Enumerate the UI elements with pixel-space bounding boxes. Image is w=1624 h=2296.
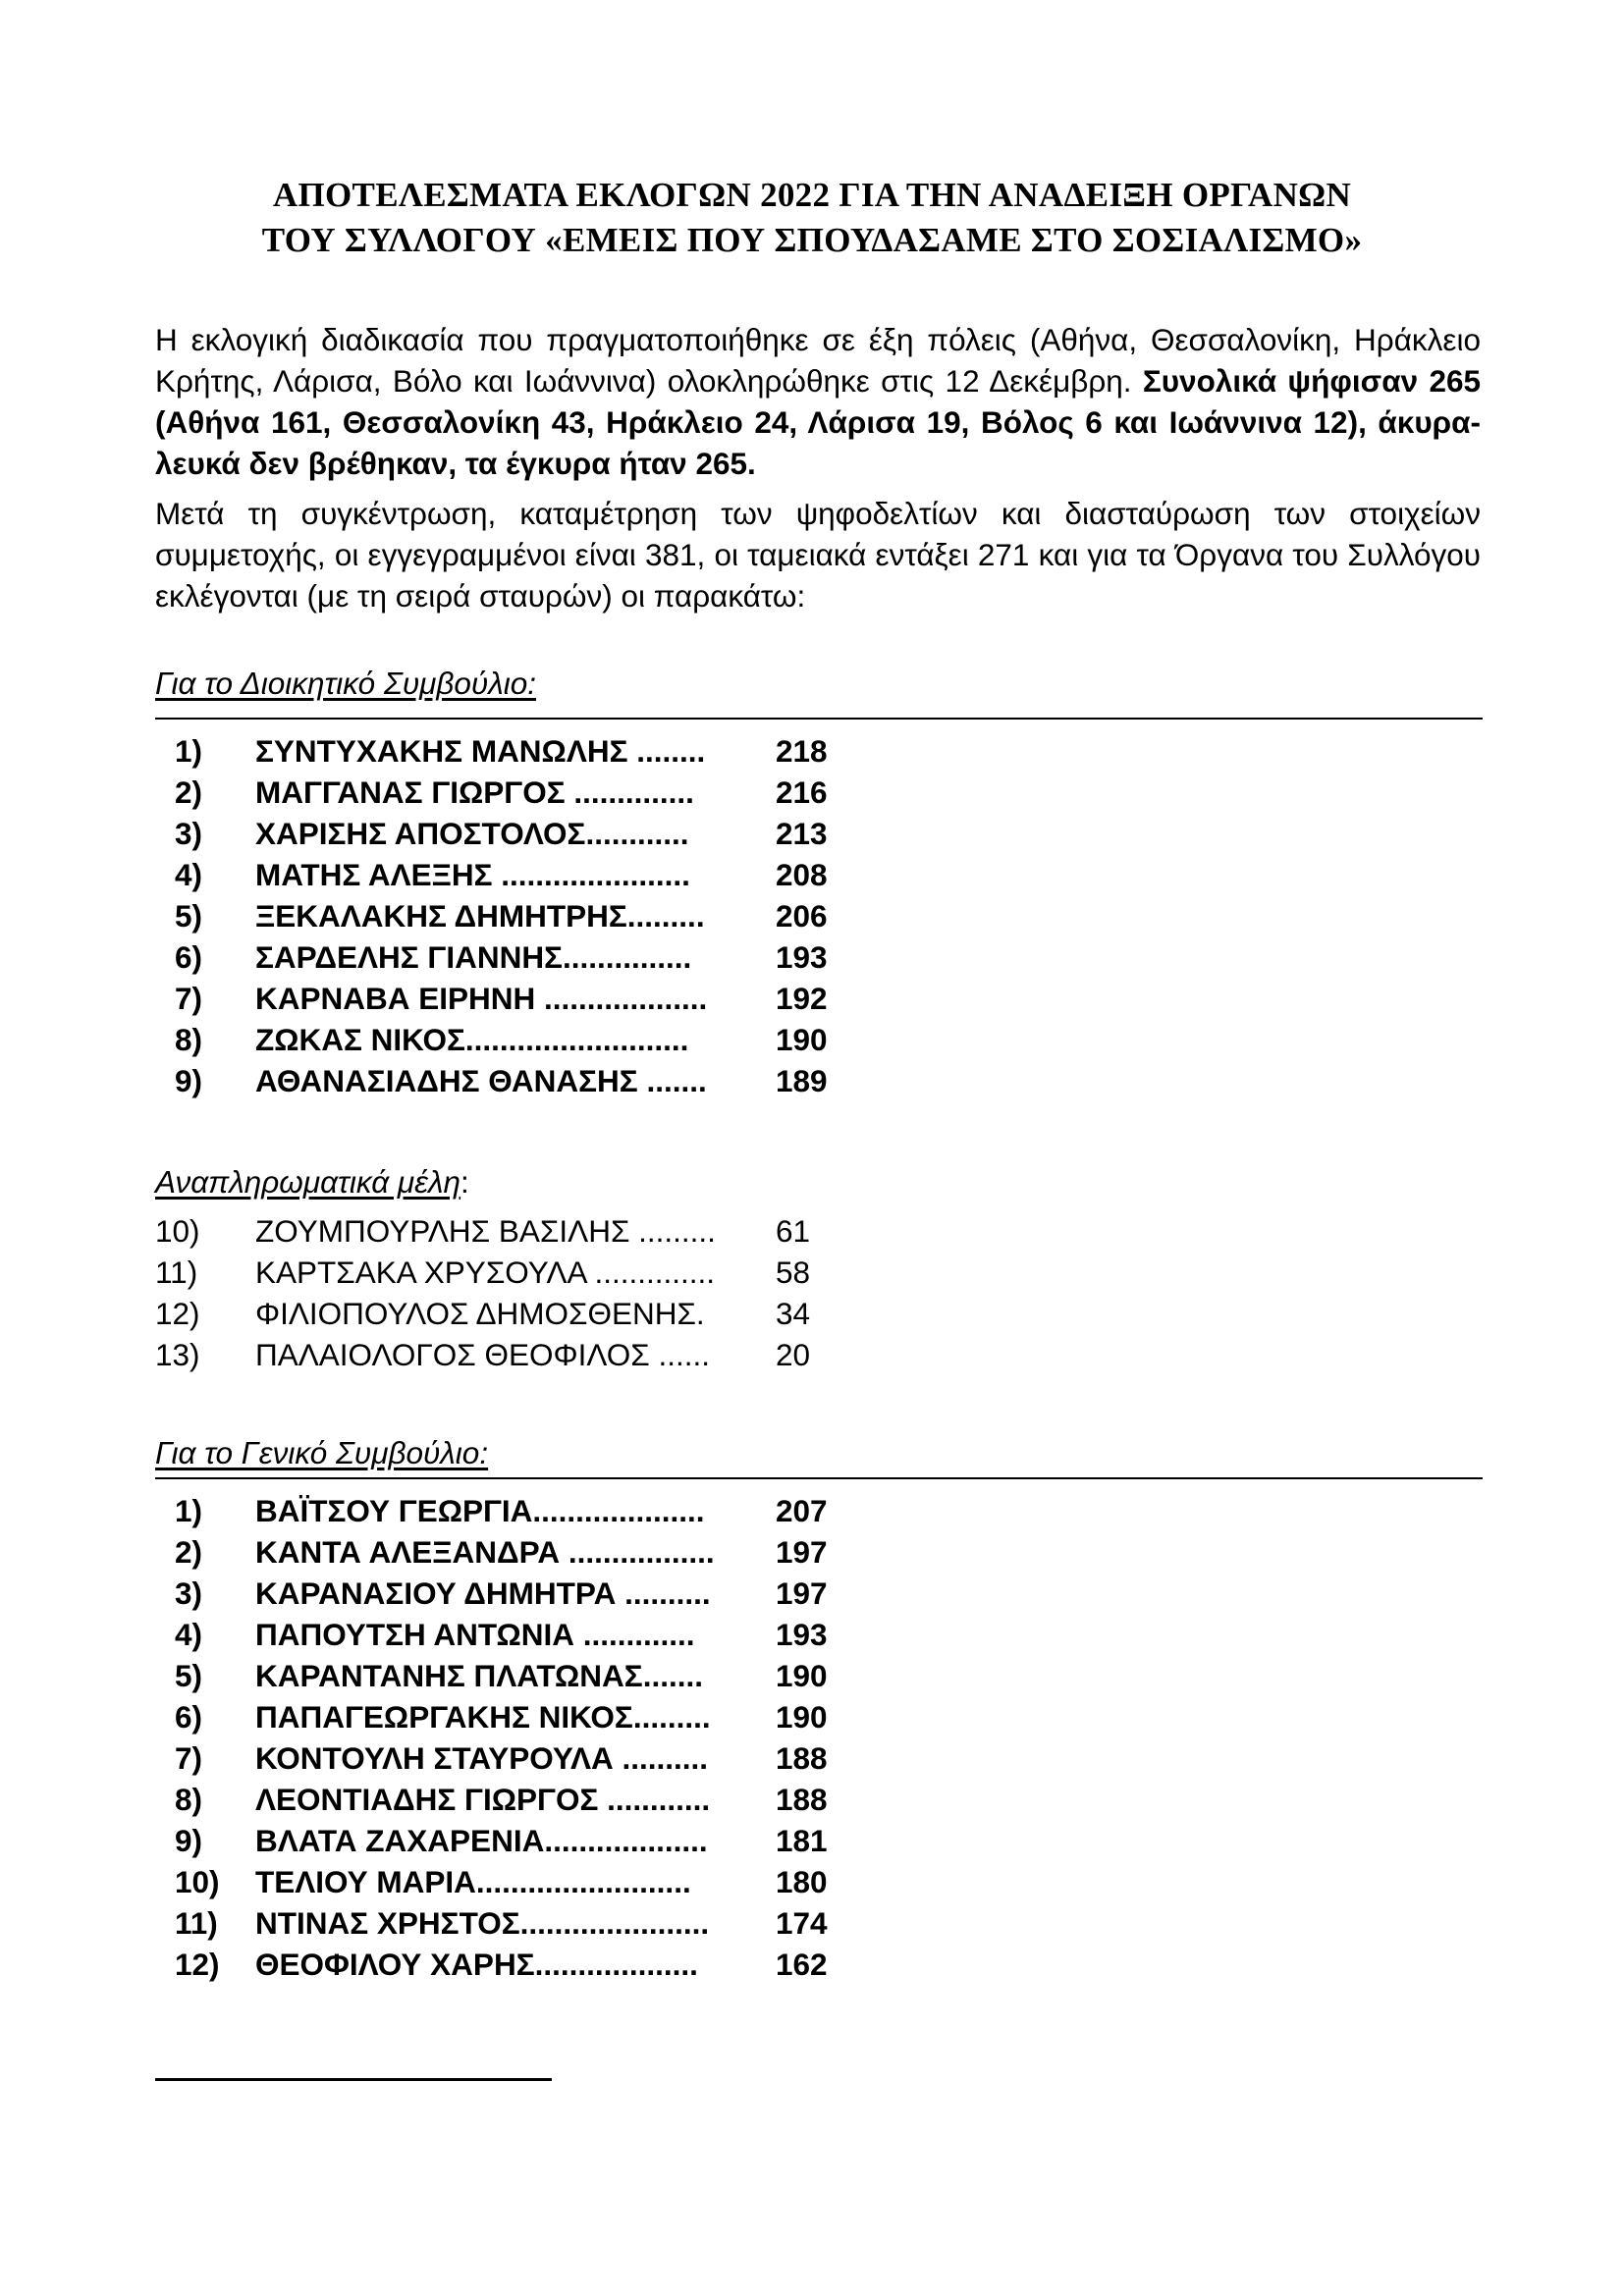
member-votes: 190 xyxy=(776,1022,828,1057)
member-votes: 213 xyxy=(776,816,828,851)
document-title xyxy=(147,173,1477,263)
board-member-row xyxy=(155,978,941,1019)
member-number: 5) xyxy=(175,1658,203,1693)
member-number: 2) xyxy=(175,1534,203,1570)
board-member-row xyxy=(155,772,941,813)
member-votes: 188 xyxy=(776,1782,828,1817)
member-name: ΛΕΟΝΤΙΑΔΗΣ ΓΙΩΡΓΟΣ ............ xyxy=(255,1782,711,1817)
member-votes: 193 xyxy=(776,939,828,975)
member-number: 9) xyxy=(175,1063,203,1098)
intro-text xyxy=(155,319,1481,616)
member-votes: 197 xyxy=(776,1534,828,1570)
general-member-row xyxy=(155,1490,941,1531)
member-name: ΜΑΓΓΑΝΑΣ ΓΙΩΡΓΟΣ .............. xyxy=(255,774,694,810)
member-number: 4) xyxy=(175,857,203,892)
member-number: 11) xyxy=(175,1905,218,1941)
title-line-1: ΑΠΟΤΕΛΕΣΜΑΤΑ ΕΚΛΟΓΩΝ 2022 ΓΙΑ ΤΗΝ ΑΝΑΔΕΙΞΗ ΟΡΓΑΝΩΝ xyxy=(272,176,1352,214)
member-votes: 208 xyxy=(776,857,828,892)
member-name: ΦΙΛΙΟΠΟΥΛΟΣ ΔΗΜΟΣΘΕΝΗΣ. xyxy=(255,1296,705,1331)
member-number: 11) xyxy=(155,1255,198,1290)
member-number: 12) xyxy=(175,1947,220,1982)
member-name: ΧΑΡΙΣΗΣ ΑΠΟΣΤΟΛΟΣ............ xyxy=(255,816,689,851)
member-number: 1) xyxy=(175,733,203,769)
member-number: 8) xyxy=(175,1022,203,1057)
board-member-row xyxy=(155,730,941,772)
member-name: ΤΕΛΙΟΥ ΜΑΡΙΑ......................... xyxy=(255,1864,691,1899)
alternates-list xyxy=(155,1210,941,1375)
member-name: ΚΟΝΤΟΥΛΗ ΣΤΑΥΡΟΥΛΑ .......... xyxy=(255,1740,709,1776)
intro-p1-bold: Συνολικά ψήφισαν 265 (Αθήνα 161, Θεσσαλονίκη 43, Ηράκλειο 24, Λάρισα 19, Βόλος 6 και Ιωάννινα 12), άκυρα-λευκά δεν βρέθηκαν, τα έγκυρα ήταν 265. xyxy=(155,363,1482,481)
member-name: ΚΑΝΤΑ ΑΛΕΞΑΝΔΡΑ ................. xyxy=(255,1534,715,1570)
general-list xyxy=(155,1490,941,1985)
general-member-row xyxy=(155,1820,941,1861)
general-member-row xyxy=(155,1531,941,1573)
member-number: 5) xyxy=(175,898,203,934)
board-member-row xyxy=(155,895,941,936)
general-heading: Για το Γενικό Συμβούλιο: xyxy=(155,1435,489,1470)
member-name: ΚΑΡΤΣΑΚΑ ΧΡΥΣΟΥΛΑ .............. xyxy=(255,1255,716,1290)
general-heading-rule xyxy=(155,1477,1483,1479)
member-votes: 193 xyxy=(776,1617,828,1652)
member-name: ΖΩΚΑΣ ΝΙΚΟΣ.......................... xyxy=(255,1022,689,1057)
member-number: 12) xyxy=(155,1296,200,1331)
member-number: 8) xyxy=(175,1782,203,1817)
member-name: ΣΥΝΤΥΧΑΚΗΣ ΜΑΝΩΛΗΣ ........ xyxy=(255,733,706,769)
board-member-row xyxy=(155,936,941,978)
member-votes: 174 xyxy=(776,1905,828,1941)
footnote-separator xyxy=(155,2078,552,2081)
member-name: ΣΑΡΔΕΛΗΣ ΓΙΑΝΝΗΣ............... xyxy=(255,939,692,975)
general-member-row xyxy=(155,1614,941,1655)
board-member-row xyxy=(155,1060,941,1101)
general-member-row xyxy=(155,1944,941,1985)
alternate-member-row xyxy=(155,1210,941,1252)
alternates-heading-wrap xyxy=(155,1164,469,1201)
general-member-row xyxy=(155,1655,941,1696)
member-name: ΘΕΟΦΙΛΟΥ ΧΑΡΗΣ................... xyxy=(255,1947,698,1982)
member-name: ΚΑΡΝΑΒΑ ΕΙΡΗΝΗ ................... xyxy=(255,981,708,1016)
alternate-member-row xyxy=(155,1293,941,1334)
member-votes: 216 xyxy=(776,774,828,810)
member-votes: 180 xyxy=(776,1864,828,1899)
member-name: ΚΑΡΑΝΑΣΙΟΥ ΔΗΜΗΤΡΑ .......... xyxy=(255,1575,711,1611)
general-member-row xyxy=(155,1779,941,1820)
member-votes: 190 xyxy=(776,1658,828,1693)
member-name: ΚΑΡΑΝΤΑΝΗΣ ΠΛΑΤΩΝΑΣ....... xyxy=(255,1658,703,1693)
member-votes: 162 xyxy=(776,1947,828,1982)
member-votes: 20 xyxy=(776,1337,811,1372)
member-number: 7) xyxy=(175,1740,203,1776)
member-number: 2) xyxy=(175,774,203,810)
member-votes: 207 xyxy=(776,1493,828,1528)
member-number: 7) xyxy=(175,981,203,1016)
general-member-row xyxy=(155,1902,941,1944)
member-name: ΠΑΠΑΓΕΩΡΓΑΚΗΣ ΝΙΚΟΣ......... xyxy=(255,1699,711,1735)
member-votes: 197 xyxy=(776,1575,828,1611)
member-name: ΑΘΑΝΑΣΙΑΔΗΣ ΘΑΝΑΣΗΣ ....... xyxy=(255,1063,707,1098)
member-name: ΒΑΪΤΣΟΥ ΓΕΩΡΓΙΑ.................... xyxy=(255,1493,705,1528)
board-heading: Για το Διοικητικό Συμβούλιο: xyxy=(155,666,537,701)
member-votes: 58 xyxy=(776,1255,811,1290)
member-votes: 181 xyxy=(776,1823,828,1858)
member-number: 10) xyxy=(155,1213,200,1249)
title-line-2: ΤΟΥ ΣΥΛΛΟΓΟΥ «ΕΜΕΙΣ ΠΟΥ ΣΠΟΥΔΑΣΑΜΕ ΣΤΟ ΣΟΣΙΑΛΙΣΜΟ» xyxy=(261,221,1363,259)
member-votes: 190 xyxy=(776,1699,828,1735)
alternates-heading: Αναπληρωματικά μέλη xyxy=(155,1164,461,1200)
intro-paragraph-1 xyxy=(155,319,1481,484)
board-member-row xyxy=(155,854,941,895)
member-number: 9) xyxy=(175,1823,203,1858)
member-name: ΠΑΛΑΙΟΛΟΓΟΣ ΘΕΟΦΙΛΟΣ ...... xyxy=(255,1337,710,1372)
member-number: 1) xyxy=(175,1493,203,1528)
member-name: ΝΤΙΝΑΣ ΧΡΗΣΤΟΣ...................... xyxy=(255,1905,710,1941)
board-member-row xyxy=(155,1019,941,1060)
board-heading-rule xyxy=(155,718,1483,720)
general-member-row xyxy=(155,1737,941,1779)
member-name: ΖΟΥΜΠΟΥΡΛΗΣ ΒΑΣΙΛΗΣ ......... xyxy=(255,1213,716,1249)
member-votes: 218 xyxy=(776,733,828,769)
member-votes: 34 xyxy=(776,1296,811,1331)
intro-paragraph-2: Μετά τη συγκέντρωση, καταμέτρηση των ψηφοδελτίων και διασταύρωση των στοιχείων συμμετοχής, οι εγγεγραμμένοι είναι 381, οι ταμειακά εντάξει 271 και για τα Όργανα του Συλλόγου εκλέγονται (με τη σειρά σταυρών) οι παρακάτω: xyxy=(155,496,1481,614)
alternates-heading-colon: : xyxy=(460,1164,469,1200)
member-number: 4) xyxy=(175,1617,203,1652)
board-member-row xyxy=(155,813,941,854)
member-name: ΠΑΠΟΥΤΣΗ ΑΝΤΩΝΙΑ ............. xyxy=(255,1617,695,1652)
alternate-member-row xyxy=(155,1334,941,1375)
member-votes: 61 xyxy=(776,1213,811,1249)
member-number: 3) xyxy=(175,816,203,851)
member-number: 13) xyxy=(155,1337,200,1372)
general-member-row xyxy=(155,1573,941,1614)
member-votes: 188 xyxy=(776,1740,828,1776)
general-member-row xyxy=(155,1861,941,1902)
member-number: 6) xyxy=(175,1699,203,1735)
member-name: ΜΑΤΗΣ ΑΛΕΞΗΣ ...................... xyxy=(255,857,690,892)
member-number: 3) xyxy=(175,1575,203,1611)
board-list xyxy=(155,730,941,1101)
member-name: ΒΛΑΤΑ ΖΑΧΑΡΕΝΙΑ................... xyxy=(255,1823,708,1858)
member-number: 6) xyxy=(175,939,203,975)
member-votes: 189 xyxy=(776,1063,828,1098)
member-votes: 192 xyxy=(776,981,828,1016)
member-votes: 206 xyxy=(776,898,828,934)
general-member-row xyxy=(155,1696,941,1737)
member-name: ΞΕΚΑΛΑΚΗΣ ΔΗΜΗΤΡΗΣ......... xyxy=(255,898,705,934)
alternate-member-row xyxy=(155,1252,941,1293)
member-number: 10) xyxy=(175,1864,220,1899)
intro-p1-plain: Η εκλογική διαδικασία που πραγματοποιήθηκε σε έξη πόλεις (Αθήνα, Θεσσαλονίκη, Ηράκλειο Κρήτης, Λάρισα, Βόλο και Ιωάννινα) ολοκληρώθηκε στις 12 Δεκέμβρη. xyxy=(155,322,1481,399)
